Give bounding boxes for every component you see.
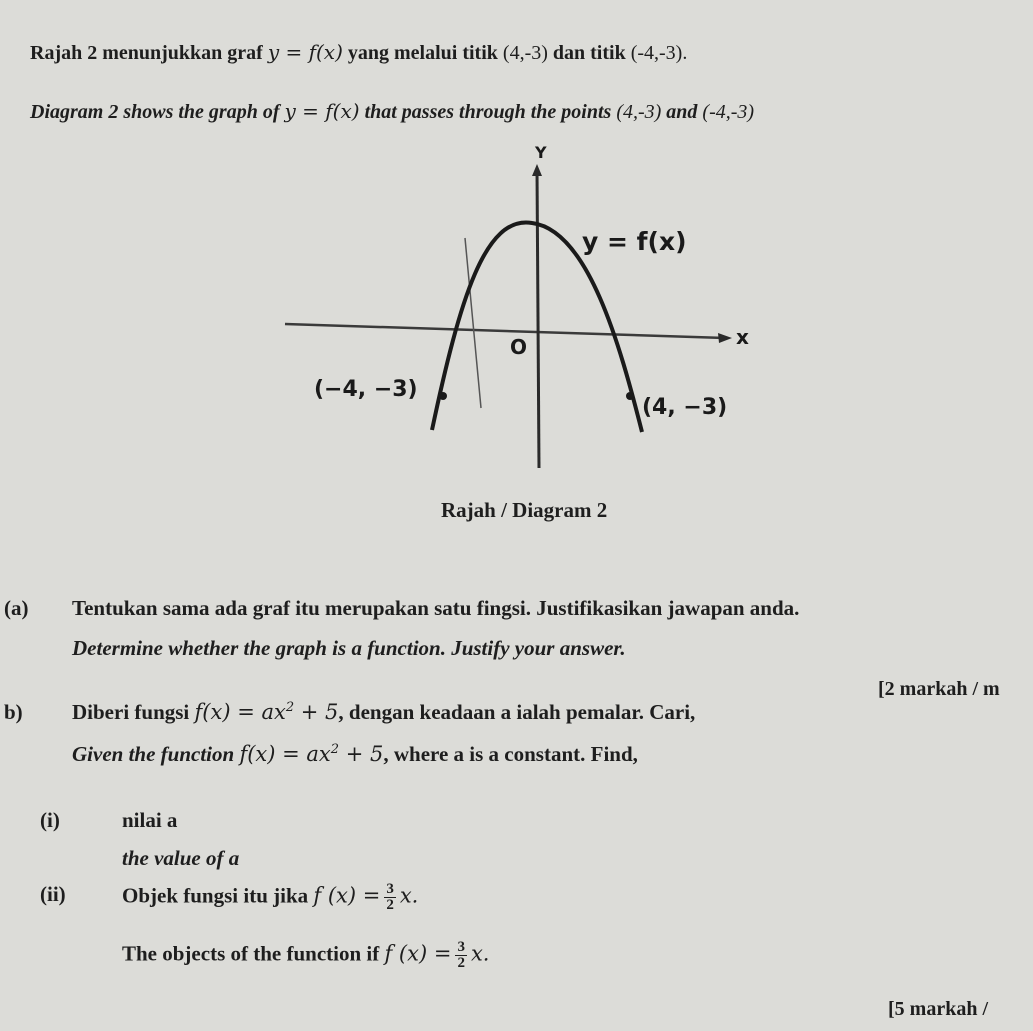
intro-en-line	[30, 99, 754, 124]
part-b-ii-ms-prefix: Objek fungsi itu jika	[122, 883, 309, 908]
part-b-ii-en-fraction	[455, 940, 467, 971]
part-a-en-text: Determine whether the graph is a function. Justify your answer.	[72, 636, 626, 660]
intro-en-prefix: Diagram 2 shows the graph of	[30, 101, 280, 123]
part-b-ii-ms-frac-num: 3	[386, 881, 394, 897]
part-b-en-equation	[239, 742, 383, 766]
part-b-ii-en-line	[122, 940, 489, 971]
part-a-label: (a)	[4, 596, 29, 620]
part-b-ms-prefix: Diberi fungsi	[72, 700, 190, 724]
part-b-ms-suffix: , dengan keadaan a ialah pemalar. Cari,	[338, 700, 696, 724]
intro-en-mid: that passes through the points	[364, 101, 612, 123]
diagram-caption	[441, 498, 607, 523]
graph-diagram	[270, 130, 770, 490]
part-b-en-line	[72, 742, 638, 767]
part-b-ii-en-tail: x.	[470, 941, 490, 966]
y-axis-arrow	[532, 164, 542, 176]
diagram-caption-text: Rajah / Diagram 2	[441, 498, 608, 522]
x-axis-label: x	[736, 325, 749, 349]
part-b-ii-en-prefix: The objects of the function if	[122, 941, 380, 966]
part-b-en-exponent: 2	[330, 742, 340, 757]
part-b-ms-eq-tail: + 5	[294, 700, 339, 724]
part-a-marks: [2 markah / m	[878, 678, 1000, 700]
right-point-label: (4, −3)	[642, 395, 728, 420]
part-a-ms-text: Tentukan sama ada graf itu merupakan satu fingsi. Justifikasikan jawapan anda.	[72, 596, 800, 620]
curve-label: y = f(x)	[582, 227, 687, 256]
part-b-ms-eq-main: f(x) = ax	[194, 700, 286, 724]
part-b-ii-ms-fraction	[384, 882, 396, 913]
part-b-i-label: (i)	[40, 808, 60, 832]
x-axis	[285, 324, 725, 338]
part-b-ii-ms-line	[122, 882, 418, 913]
intro-ms-equation: y = f(x)	[267, 40, 343, 64]
left-point-dot	[439, 392, 447, 400]
y-axis	[537, 170, 539, 468]
intro-ms-point-1: (4,-3)	[502, 42, 548, 64]
part-b-marks: [5 markah /	[888, 998, 988, 1020]
part-b-i-en: the value of a	[122, 846, 240, 870]
x-axis-arrow	[718, 333, 732, 343]
part-b-ms-exponent: 2	[285, 700, 295, 715]
part-b-ii-ms-eq: f (x) =	[313, 883, 381, 908]
part-b-ii-ms-frac-den: 2	[386, 897, 394, 913]
y-axis-label: Y	[535, 143, 547, 162]
part-b-en-eq-tail: + 5	[339, 742, 384, 766]
origin-label: O	[510, 335, 528, 359]
part-b-i-ms: nilai a	[122, 808, 178, 832]
part-b-ii-en-frac-num: 3	[457, 939, 465, 955]
part-b-en-eq-main: f(x) = ax	[239, 742, 331, 766]
intro-ms-and: dan titik	[552, 42, 626, 64]
intro-en-and: and	[666, 101, 698, 123]
intro-ms-point-2: (-4,-3).	[630, 42, 688, 64]
part-b-label: b)	[4, 700, 23, 724]
part-b-ms-line	[72, 700, 695, 725]
part-b-ms-equation	[195, 700, 339, 724]
part-b-ii-en-eq: f (x) =	[384, 941, 452, 966]
part-b-ii-en-frac-den: 2	[457, 955, 465, 971]
intro-en-point-1: (4,-3)	[616, 101, 662, 123]
part-b-en-suffix: , where a is a constant. Find,	[383, 742, 638, 766]
part-b-ii-ms-tail: x.	[399, 883, 419, 908]
part-b-en-prefix: Given the function	[72, 742, 235, 766]
intro-en-equation: y = f(x)	[284, 99, 360, 123]
part-b-ii-label: (ii)	[40, 882, 66, 906]
intro-ms-mid: yang melalui titik	[347, 42, 498, 64]
intro-ms-prefix: Rajah 2 menunjukkan graf	[30, 42, 263, 64]
intro-en-point-2: (-4,-3)	[702, 101, 755, 123]
intro-ms-line	[30, 40, 687, 65]
right-point-dot	[626, 392, 634, 400]
left-point-label: (−4, −3)	[314, 377, 418, 402]
